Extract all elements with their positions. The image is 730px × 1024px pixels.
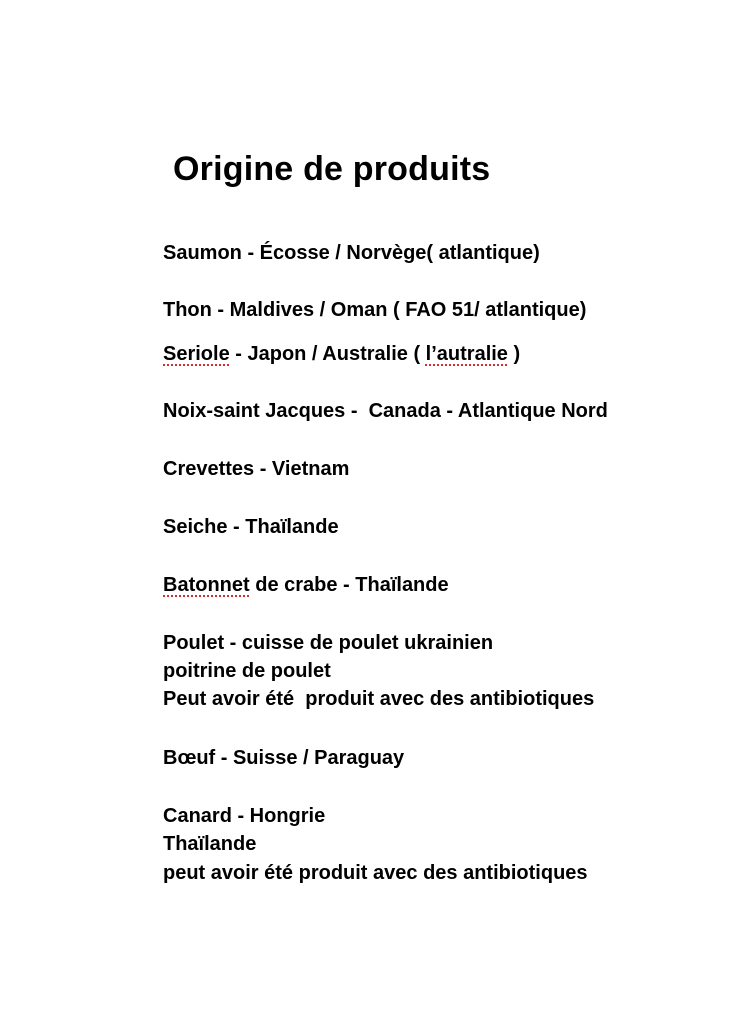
- line-canard-antibiotiques: peut avoir été produit avec des antibiotiques: [163, 862, 588, 884]
- line-seiche: Seiche - Thaïlande: [163, 516, 339, 538]
- line-crevettes: Crevettes - Vietnam: [163, 458, 350, 480]
- line-saumon: Saumon - Écosse / Norvège( atlantique): [163, 242, 540, 264]
- line-canard: Canard - Hongrie: [163, 805, 326, 827]
- line-canard-thailande: Thaïlande: [163, 833, 257, 855]
- line-batonnet: [163, 573, 449, 597]
- line-seriole: [163, 342, 520, 366]
- line-thon: Thon - Maldives / Oman ( FAO 51/ atlantique): [163, 299, 587, 321]
- line-boeuf: Bœuf - Suisse / Paraguay: [163, 747, 405, 769]
- seriole-text-end: ): [507, 343, 521, 365]
- line-noix-saint-jacques: Noix-saint Jacques - Canada - Atlantique Nord: [163, 400, 608, 422]
- page-title: Origine de produits: [173, 150, 491, 188]
- batonnet-text: de crabe - Thaïlande: [249, 574, 449, 596]
- seriole-text: - Japon / Australie (: [229, 343, 426, 365]
- line-poulet-antibiotiques: Peut avoir été produit avec des antibiotiques: [163, 688, 595, 710]
- spellcheck-word-autralie: l’autralie: [425, 343, 508, 365]
- spellcheck-word-batonnet: Batonnet: [163, 574, 250, 596]
- line-poulet-poitrine: poitrine de poulet: [163, 660, 331, 682]
- spellcheck-word-seriole: Seriole: [163, 343, 230, 365]
- line-poulet: Poulet - cuisse de poulet ukrainien: [163, 632, 494, 654]
